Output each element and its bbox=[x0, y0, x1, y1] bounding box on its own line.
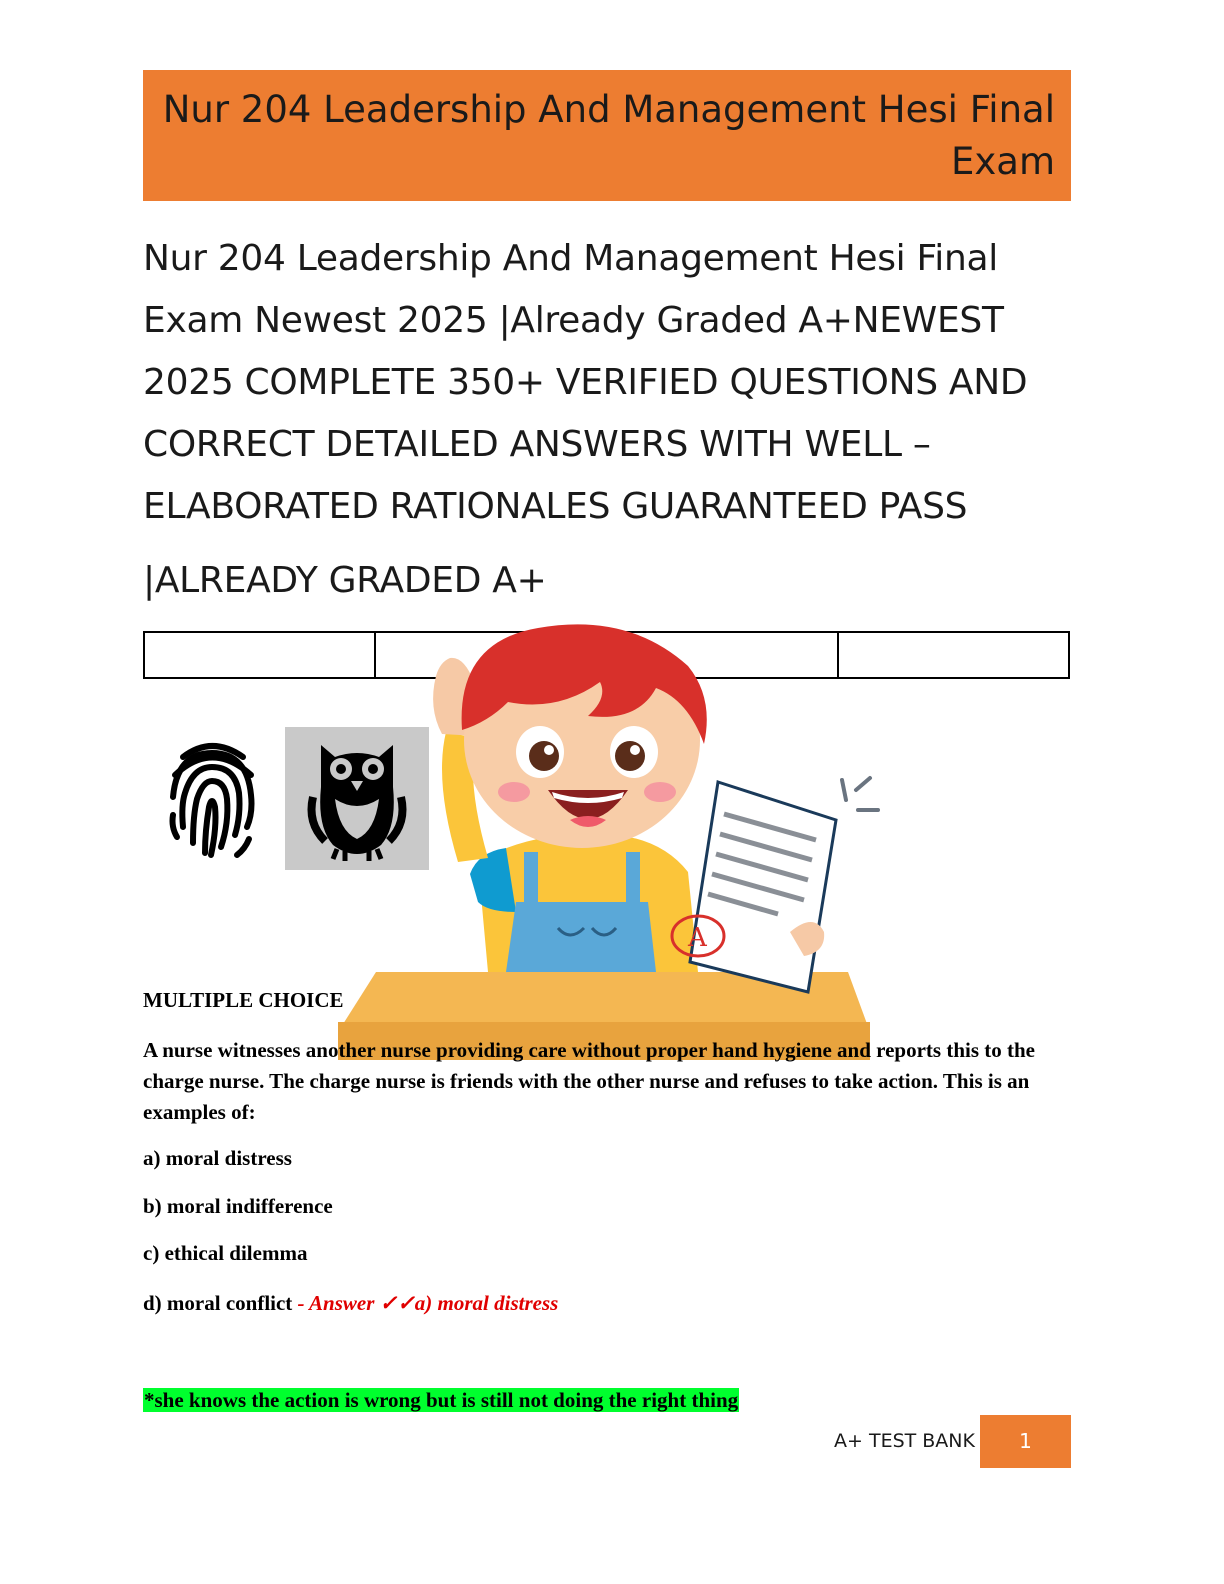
header-title-line2: Exam bbox=[951, 140, 1055, 183]
header-band bbox=[143, 70, 1071, 201]
title-line: |ALREADY GRADED A+ bbox=[143, 560, 547, 601]
question-stem: A nurse witnesses another nurse providing care without proper hand hygiene and reports this to the charge nurse. The charge nurse is friends with the other nurse and refuses to take action. This is an examples of: bbox=[143, 1038, 1036, 1124]
rationale bbox=[143, 1388, 1063, 1413]
page-number: 1 bbox=[980, 1415, 1071, 1468]
option-b: b) moral indifference bbox=[143, 1194, 333, 1218]
title-line: 2025 COMPLETE 350+ VERIFIED QUESTIONS AND bbox=[143, 362, 1028, 403]
title-line: Exam Newest 2025 |Already Graded A+NEWEST bbox=[143, 300, 1004, 341]
option-d: d) moral conflict bbox=[143, 1291, 293, 1315]
header-title-line1: Nur 204 Leadership And Management Hesi Final bbox=[162, 88, 1055, 131]
option-a: a) moral distress bbox=[143, 1146, 292, 1170]
title-line: ELABORATED RATIONALES GUARANTEED PASS bbox=[143, 486, 968, 527]
title-line: Nur 204 Leadership And Management Hesi Final bbox=[143, 238, 998, 279]
answer-key: - Answer ✓✓a) moral distress bbox=[292, 1291, 559, 1315]
section-label: MULTIPLE CHOICE bbox=[143, 988, 344, 1012]
option-d-with-answer bbox=[143, 1291, 1063, 1316]
rationale-text: *she knows the action is wrong but is still not doing the right thing bbox=[144, 1388, 739, 1412]
svg-text:A: A bbox=[688, 923, 707, 953]
document-title bbox=[143, 228, 1073, 612]
fingerprint-icon bbox=[165, 735, 260, 860]
footer-label: A+ TEST BANK bbox=[834, 1430, 975, 1452]
title-line: CORRECT DETAILED ANSWERS WITH WELL – bbox=[143, 424, 931, 465]
option-c: c) ethical dilemma bbox=[143, 1241, 308, 1265]
